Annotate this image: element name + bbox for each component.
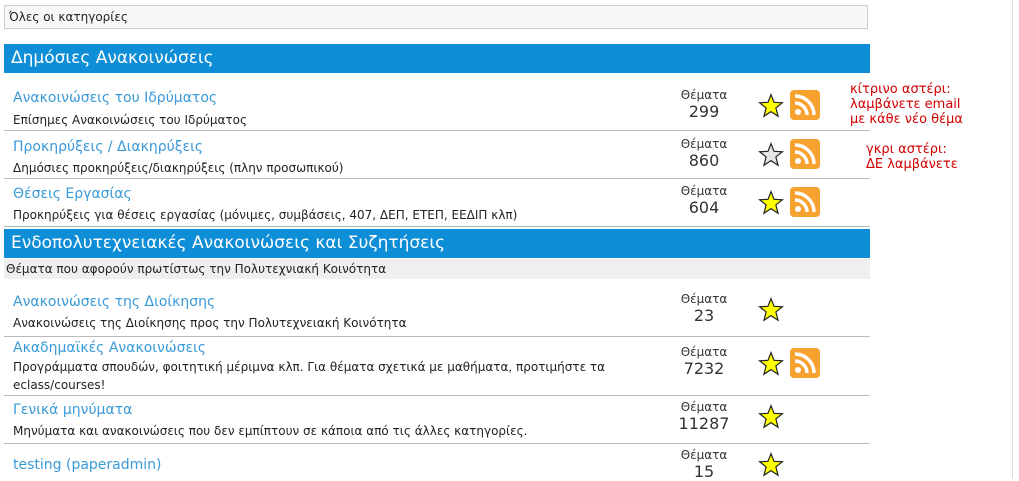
forum-title-link[interactable]: Ανακοινώσεις του Ιδρύματος xyxy=(13,90,218,106)
note-line: κίτρινο αστέρι: xyxy=(850,82,951,97)
topic-count xyxy=(666,88,742,121)
category-header-public[interactable] xyxy=(4,44,870,73)
yellow-star-note xyxy=(850,82,963,127)
topic-count xyxy=(666,184,742,217)
topic-count xyxy=(666,400,742,433)
forum-row xyxy=(4,396,870,444)
topic-count-label: Θέματα xyxy=(680,292,728,306)
topic-count-label: Θέματα xyxy=(680,137,728,151)
forum-title-link[interactable]: Ακαδημαϊκές Ανακοινώσεις xyxy=(13,340,206,356)
grey-star-note xyxy=(866,142,958,172)
grey-star-icon[interactable] xyxy=(758,142,784,168)
topic-count-label: Θέματα xyxy=(680,184,728,198)
scrollbar[interactable] xyxy=(1012,0,1019,478)
topic-count xyxy=(666,448,742,481)
topic-count xyxy=(666,137,742,170)
rss-feed-icon[interactable] xyxy=(790,187,820,217)
forum-title-link[interactable]: testing (paperadmin) xyxy=(13,457,162,473)
topic-count-label: Θέματα xyxy=(680,400,728,414)
forum-row xyxy=(4,337,870,396)
forum-description: Ανακοινώσεις της Διοίκησης προς την Πολυτεχνειακή Κοινότητα xyxy=(13,316,407,330)
topic-count-value: 23 xyxy=(693,306,715,325)
forum-title-link[interactable]: Προκηρύξεις / Διακηρύξεις xyxy=(13,139,204,155)
yellow-star-icon[interactable] xyxy=(758,190,784,216)
note-line: γκρι αστέρι: xyxy=(866,142,947,157)
category-filter-select[interactable] xyxy=(4,5,868,29)
category-title: Ενδοπολυτεχνειακές Ανακοινώσεις και Συζητήσεις xyxy=(11,233,446,253)
forum-description: Προγράμματα σπουδών, φοιτητική μέριμνα κλπ. Για θέματα σχετικά με μαθήματα, προτιμήστε τα eclass/courses! xyxy=(13,360,606,392)
category-description-text: Θέματα που αφορούν πρωτίστως την Πολυτεχνιακή Κοινότητα xyxy=(6,262,387,276)
forum-row xyxy=(4,284,870,337)
forum-title-link[interactable]: Ανακοινώσεις της Διοίκησης xyxy=(13,294,216,310)
topic-count-label: Θέματα xyxy=(680,88,728,102)
yellow-star-icon[interactable] xyxy=(758,404,784,430)
forum-description: Δημόσιες προκηρύξεις/διακηρύξεις (πλην προσωπικού) xyxy=(13,161,344,175)
topic-count-value: 860 xyxy=(688,151,720,170)
forum-row xyxy=(4,444,870,481)
note-line: με κάθε νέο θέμα xyxy=(850,112,963,127)
forum-row xyxy=(4,131,870,179)
forum-description: Επίσημες Ανακοινώσεις του Ιδρύματος xyxy=(13,113,248,127)
topic-count-label: Θέματα xyxy=(680,345,728,359)
category-description xyxy=(4,259,870,279)
forum-description: Προκηρύξεις για θέσεις εργασίας (μόνιμες, συμβάσεις, 407, ΔΕΠ, ΕΤΕΠ, ΕΕΔΙΠ κλπ) xyxy=(13,208,518,222)
yellow-star-icon[interactable] xyxy=(758,297,784,323)
yellow-star-icon[interactable] xyxy=(758,452,784,478)
forum-row xyxy=(4,179,870,227)
category-header-internal[interactable] xyxy=(4,229,870,258)
topic-count-value: 15 xyxy=(693,462,715,481)
category-title: Δημόσιες Ανακοινώσεις xyxy=(11,48,214,68)
topic-count-value: 7232 xyxy=(683,359,725,378)
yellow-star-icon[interactable] xyxy=(758,351,784,377)
topic-count-value: 604 xyxy=(688,198,720,217)
forum-title-link[interactable]: Θέσεις Εργασίας xyxy=(13,186,132,202)
topic-count-label: Θέματα xyxy=(680,448,728,462)
rss-feed-icon[interactable] xyxy=(790,90,820,120)
forum-title-link[interactable]: Γενικά μηνύματα xyxy=(13,402,133,418)
note-line: ΔΕ λαμβάνετε xyxy=(866,157,958,172)
rss-feed-icon[interactable] xyxy=(790,139,820,169)
forum-row xyxy=(4,78,870,131)
rss-feed-icon[interactable] xyxy=(790,348,820,378)
forum-description: Μηνύματα και ανακοινώσεις που δεν εμπίπτουν σε κάποια από τις άλλες κατηγορίες. xyxy=(13,424,528,438)
note-line: λαμβάνετε email xyxy=(850,97,961,112)
yellow-star-icon[interactable] xyxy=(758,93,784,119)
topic-count-value: 11287 xyxy=(678,414,730,433)
category-filter-value: Όλες οι κατηγορίες xyxy=(9,10,128,24)
topic-count-value: 299 xyxy=(688,102,720,121)
topic-count xyxy=(666,345,742,378)
topic-count xyxy=(666,292,742,325)
